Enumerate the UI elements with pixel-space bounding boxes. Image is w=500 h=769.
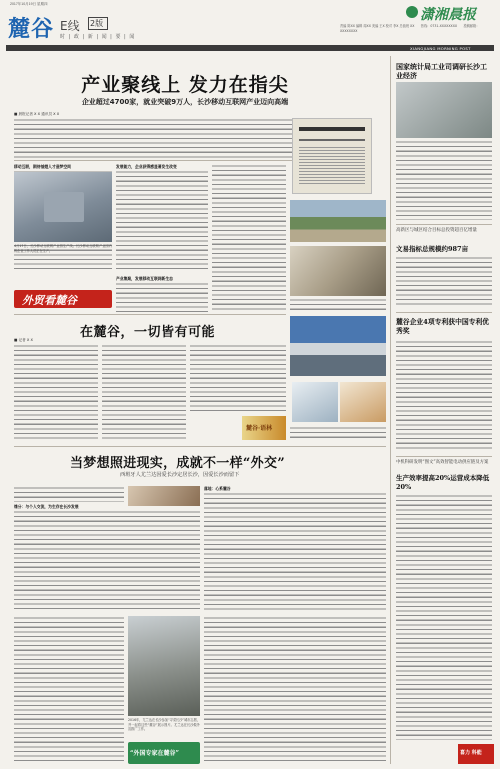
lead-left-caption: 4月17日，长沙移动互联网产业园生产线。长沙移动互联网产业园内的企业工作人员正在生产。 [14, 244, 112, 253]
contacts-line: 责编 陈XX 编辑 周XX 美编 王X 校对 李X 总值班 XX 热线：0731-XXXXXXXX 投稿邮箱：XXXXXXXX [340, 24, 480, 33]
right-rule-3 [396, 456, 492, 457]
foreign-expert-logo: “外国专家在麓谷” [130, 750, 179, 757]
story-three-col4 [204, 616, 386, 764]
main-photo-caption [290, 298, 386, 312]
story-three-caption: 2016年，尤兰达在长沙参加“寻觅长沙”城市志愿，并一起将这些“麓谷”展示图片。尤兰达在长沙做外宣推广工作。 [128, 718, 200, 732]
lead-left-photo [14, 172, 112, 242]
edition-word: E线 [60, 19, 80, 33]
paper-logo: 潇湘晨报 [420, 7, 476, 23]
main-photo-park [290, 200, 386, 242]
lead-col2b-text [116, 282, 208, 312]
main-photo-workers [290, 246, 386, 296]
story-three-col2 [204, 492, 386, 612]
right-story-b-text [396, 256, 492, 308]
right-story-b-headline: 高新区与城区结合目标总投资超百亿增量 [396, 228, 477, 233]
story-three-sub1: 缘分：与个人交流，为生存在长沙发展 [14, 504, 79, 509]
right-story-d-text [396, 494, 492, 740]
right-story-c-text [396, 340, 492, 452]
lead-subhead: 企业超过4700家，就业突破9万人，长沙移动互联网产业迈向高端 [81, 98, 289, 106]
collage-photo-building [290, 316, 386, 376]
story-three-col1 [14, 486, 124, 502]
photo-placeholder-icon [44, 192, 84, 222]
lead-subhead-3: 产业集聚，发展移动互联网新生态 [116, 276, 173, 281]
collage-photo-lab [292, 382, 338, 422]
story-three-top-rule [14, 446, 386, 447]
story-three-col1b [14, 510, 200, 612]
story-three-photo [128, 616, 200, 716]
right-story-d-headline: 中机科研发明“图文”高效智能电动供应链及方案 [396, 460, 489, 465]
right-story-a-headline: 国家统计局工业司调研长沙工业经济 [396, 62, 487, 80]
section-subtitle: 时 | 政 | 新 | 闻 | 要 | 闻 [60, 34, 136, 40]
newspaper-logo-icon [406, 6, 418, 18]
flag-badge-text: 麓谷·语林 [246, 425, 273, 432]
collage-caption [290, 426, 386, 438]
banner-text: 外贸看麓谷 [22, 294, 77, 307]
story-two-top-rule [14, 314, 286, 315]
story-two-col2 [102, 344, 186, 440]
right-story-b-sub: 文易指标总规模约987亩 [396, 245, 469, 253]
right-story-a-photo [396, 82, 492, 138]
story-three-subhead: 西班牙人尤兰达因爱长沙定居长沙，因爱长沙而留下 [120, 472, 240, 478]
lead-col3b-text [212, 270, 286, 312]
story-three-headline: 当梦想照进现实，成就不一样“外交” [70, 456, 286, 471]
date-line: 2017年10月19日 星期四 [10, 2, 48, 6]
right-story-c-headline: 麓谷企业4项专利获中国专利优秀奖 [396, 318, 490, 335]
main-photo-newspaper [292, 118, 372, 194]
right-story-d-sub: 生产效率提高20%运营成本降低20% [396, 474, 490, 491]
right-col-divider [390, 56, 391, 764]
story-three-portrait [128, 486, 200, 506]
corner-logo: 喜力 科能 [460, 750, 482, 756]
story-two-col3 [190, 344, 286, 414]
story-two-byline: ■ 记者 X X [14, 338, 33, 342]
right-rule-2 [396, 312, 492, 313]
lead-col3-text [212, 164, 286, 270]
paper-en-name: XIANGJIANG MORNING POST [410, 46, 471, 51]
right-rule-1 [396, 224, 492, 225]
lead-headline: 产业聚线上 发力在指尖 [81, 74, 289, 96]
right-story-a-text [396, 140, 492, 220]
story-three-col3 [14, 616, 124, 764]
lead-col2-text [116, 170, 208, 272]
story-two-headline: 在麓谷，一切皆有可能 [80, 325, 216, 340]
lead-subhead-1: 移动互联，期待插翅人才造梦空间 [14, 164, 71, 169]
edition-number: 2版 [90, 19, 104, 28]
lead-subhead-2: 发展能力，企业获得感显著发生改变 [116, 164, 177, 169]
story-two-col1 [14, 344, 98, 440]
section-name: 麓谷 [8, 16, 55, 42]
collage-photo-team [340, 382, 386, 422]
story-three-sub2: 落地：心系麓谷 [204, 486, 231, 491]
lead-byline: ■ 晨报记者 X X 通讯员 X X [14, 112, 60, 116]
